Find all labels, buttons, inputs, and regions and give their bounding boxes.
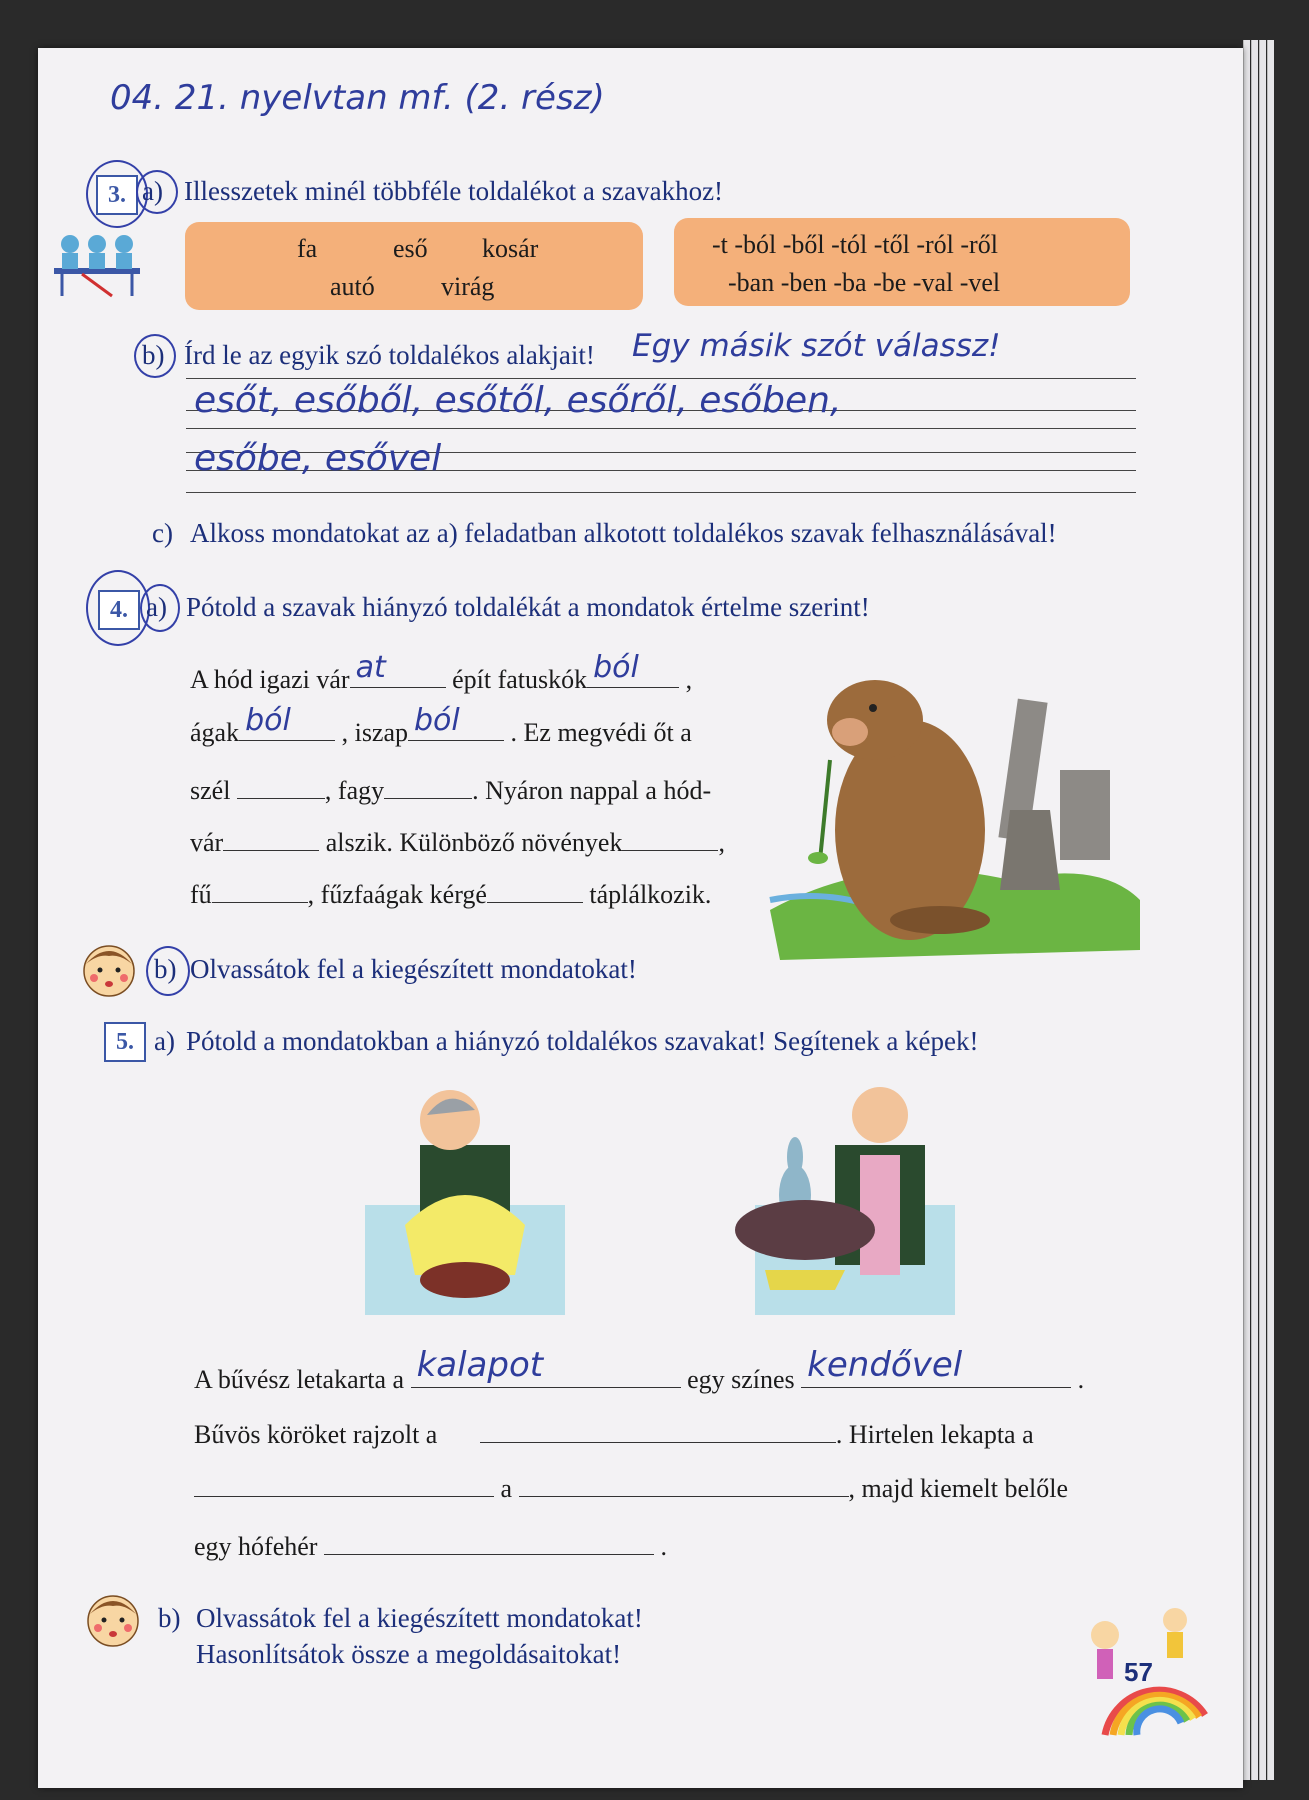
blank[interactable]: at: [350, 687, 446, 688]
blank[interactable]: kendővel: [801, 1387, 1071, 1388]
ex3-a-instruction: Illesszetek minél többféle toldalékot a szavakhoz!: [184, 176, 724, 206]
word: fa: [297, 234, 318, 263]
word: kosár: [482, 234, 539, 263]
ex5-sentence4: egy hófehér .: [194, 1532, 667, 1561]
blank[interactable]: ból: [408, 740, 504, 741]
ex3-number: 3.: [96, 175, 138, 215]
child-face-icon: [80, 940, 138, 998]
words-box: [185, 222, 643, 310]
ex3-a-marker: a): [142, 176, 163, 206]
ex4-row5: fű , fűzfaágak kérgé táplálkozik.: [190, 880, 712, 909]
suffixes-box: [674, 218, 1130, 306]
ex5-number: 5.: [104, 1022, 146, 1062]
group-work-icon: [52, 230, 142, 300]
suffixes-line: -ban -ben -ba -be -val -vel: [728, 268, 1001, 297]
blank[interactable]: [622, 850, 718, 851]
ex3-b-answer-line1: esőt, esőből, esőtől, esőről, esőben,: [194, 380, 842, 421]
handwritten-header: 04. 21. nyelvtan mf. (2. rész): [110, 78, 605, 118]
ex4-row1: A hód igazi vár at épít fatuskók ból ,: [190, 650, 693, 694]
pen-circle: [146, 946, 190, 996]
ex4-row2: ágak ból , iszap ból . Ez megvédi őt a: [190, 703, 692, 747]
word: eső: [393, 234, 428, 263]
ex4-a-marker: a): [146, 592, 167, 622]
blank[interactable]: [223, 850, 319, 851]
magician-rabbit-illustration: [725, 1075, 955, 1315]
ex5-b-line2: Hasonlítsátok össze a megoldásaitokat!: [196, 1639, 622, 1669]
blank[interactable]: ból: [239, 740, 335, 741]
ex3-b-instruction: Írd le az egyik szó toldalékos alakjait!: [184, 340, 595, 370]
pen-circle: [140, 584, 180, 632]
ex5-b-marker: b): [158, 1603, 181, 1633]
blank[interactable]: [212, 902, 308, 903]
beaver-illustration: [760, 660, 1160, 960]
ex4-b-instruction: Olvassátok fel a kiegészített mondatokat!: [190, 954, 637, 984]
page-number: 57: [1124, 1657, 1153, 1687]
pen-circle: [134, 334, 176, 378]
blank[interactable]: [480, 1442, 836, 1443]
ex4-a-instruction: Pótold a szavak hiányzó toldalékát a mondatok értelme szerint!: [186, 592, 870, 622]
ex3-b-marker: b): [142, 340, 165, 370]
ex4-b-marker: b): [154, 954, 177, 984]
ex5-a-instruction: Pótold a mondatokban a hiányzó toldalékos szavakat! Segítenek a képek!: [186, 1026, 979, 1056]
child-face-icon: [84, 1590, 142, 1648]
ex3-c-instruction: Alkoss mondatokat az a) feladatban alkotott toldalékos szavak felhasználásával!: [190, 518, 1057, 548]
word: virág: [441, 272, 495, 301]
blank[interactable]: ból: [587, 687, 679, 688]
ex4-number: 4.: [98, 590, 140, 630]
blank[interactable]: kalapot: [411, 1387, 681, 1388]
blank[interactable]: [519, 1496, 849, 1497]
ex5-a-marker: a): [154, 1026, 175, 1056]
ex5-sentence1: A bűvész letakarta a kalapot egy színes kendővel .: [194, 1345, 1085, 1394]
ex5-sentence2: Bűvös köröket rajzolt a . Hirtelen lekapta a: [194, 1420, 1034, 1449]
pen-circle: [136, 170, 178, 214]
blank[interactable]: [237, 798, 325, 799]
ex3-b-answer-line2: esőbe, esővel: [194, 438, 442, 479]
blank[interactable]: [487, 902, 583, 903]
ex4-row4: vár alszik. Különböző növények ,: [190, 828, 725, 857]
teacher-note: Egy másik szót válassz!: [632, 328, 1001, 364]
ex5-sentence3: a , majd kiemelt belőle: [194, 1474, 1068, 1504]
magician-covering-hat-illustration: [365, 1075, 565, 1315]
ex5-b-line1: Olvassátok fel a kiegészített mondatokat!: [196, 1603, 643, 1633]
blank[interactable]: [324, 1554, 654, 1555]
ex4-row3: szél , fagy . Nyáron nappal a hód-: [190, 776, 712, 805]
blank[interactable]: [384, 798, 472, 799]
suffixes-line: -t -ból -ből -tól -től -ról -ről: [712, 230, 998, 259]
word: autó: [330, 272, 375, 301]
ex3-c-marker: c): [152, 518, 173, 548]
blank[interactable]: [194, 1496, 494, 1497]
